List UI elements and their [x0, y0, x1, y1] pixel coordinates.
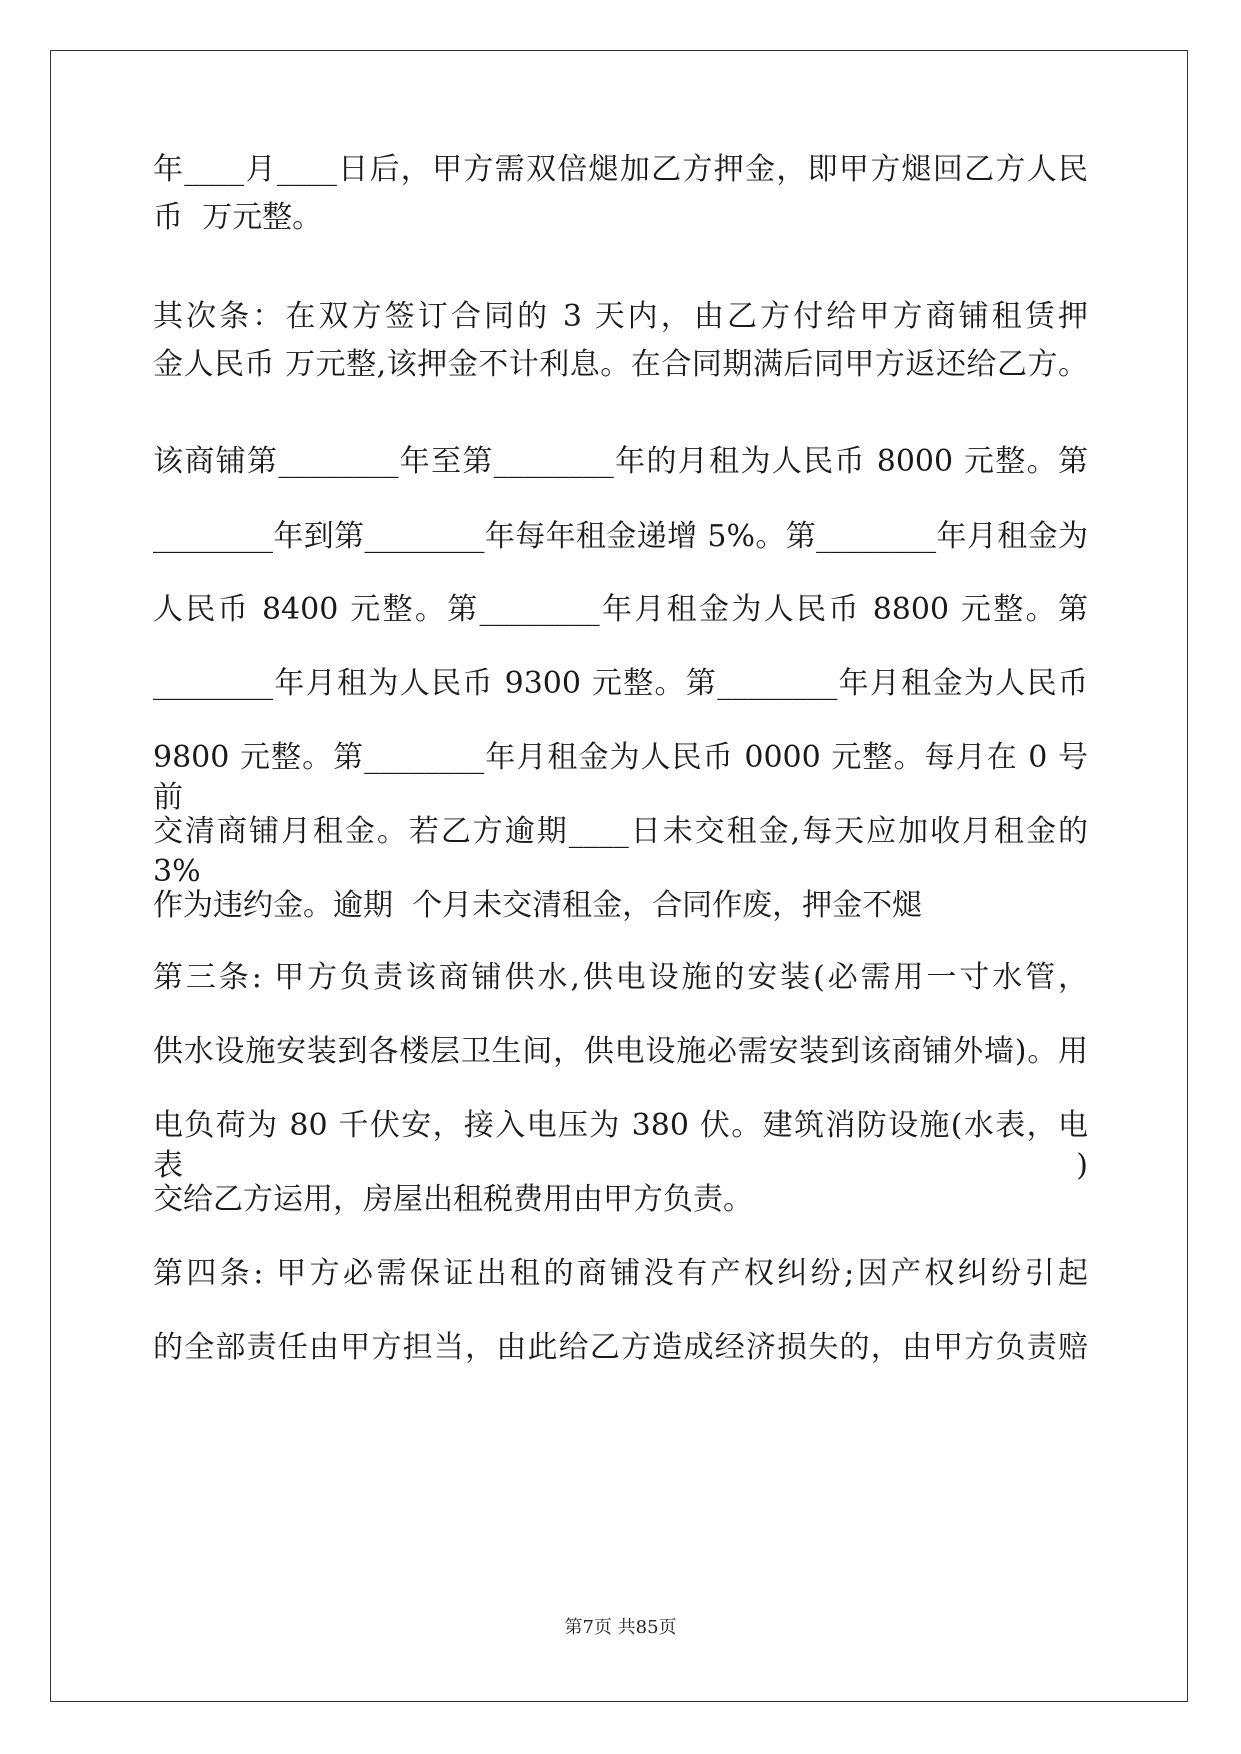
text-line: 交给乙方运用，房屋出租税费用由甲方负责。	[153, 1182, 753, 1217]
text-line: 的全部责任由甲方担当，由此给乙方造成经济损失的，由甲方负责赔	[153, 1330, 1088, 1365]
text-line: 该商铺第________年至第________年的月租为人民币 8000 元整。第	[153, 444, 1088, 479]
text-line: 人民币 8400 元整。第________年月租金为人民币 8800 元整。第	[153, 592, 1088, 627]
text-line: 电负荷为 80 千伏安，接入电压为 380 伏。建筑消防设施(水表，电表)	[153, 1108, 1088, 1183]
text-line: 第三条: 甲方负责该商铺供水,供电设施的安装(必需用一寸水管，	[153, 960, 1088, 995]
text-line: ________年到第________年每年租金递增 5%。第________年月租金为	[153, 519, 1088, 554]
text-line: 其次条：在双方签订合同的 3 天内，由乙方付给甲方商铺租赁押	[153, 299, 1088, 334]
text-line: 作为违约金。逾期 个月未交清租金，合同作废，押金不煺	[153, 888, 923, 923]
text-line: 币 万元整。	[153, 200, 323, 235]
page-number: 第7页 共85页	[564, 1617, 677, 1638]
text-line: 年____月____日后，甲方需双倍煺加乙方押金，即甲方煺回乙方人民	[153, 152, 1088, 187]
text-line: ________年月租为人民币 9300 元整。第________年月租金为人民币	[153, 666, 1088, 701]
text-line: 第四条: 甲方必需保证出租的商铺没有产权纠纷;因产权纠纷引起	[153, 1256, 1088, 1291]
text-line: 9800 元整。第________年月租金为人民币 0000 元整。每月在 0 号前	[153, 740, 1088, 815]
text-line: 金人民币 万元整,该押金不计利息。在合同期满后同甲方返还给乙方。	[153, 347, 1088, 382]
text-line: 交清商铺月租金。若乙方逾期____日未交租金,每天应加收月租金的 3%	[153, 814, 1088, 889]
text-line: 供水设施安装到各楼层卫生间，供电设施必需安装到该商铺外墙)。用	[153, 1034, 1088, 1069]
